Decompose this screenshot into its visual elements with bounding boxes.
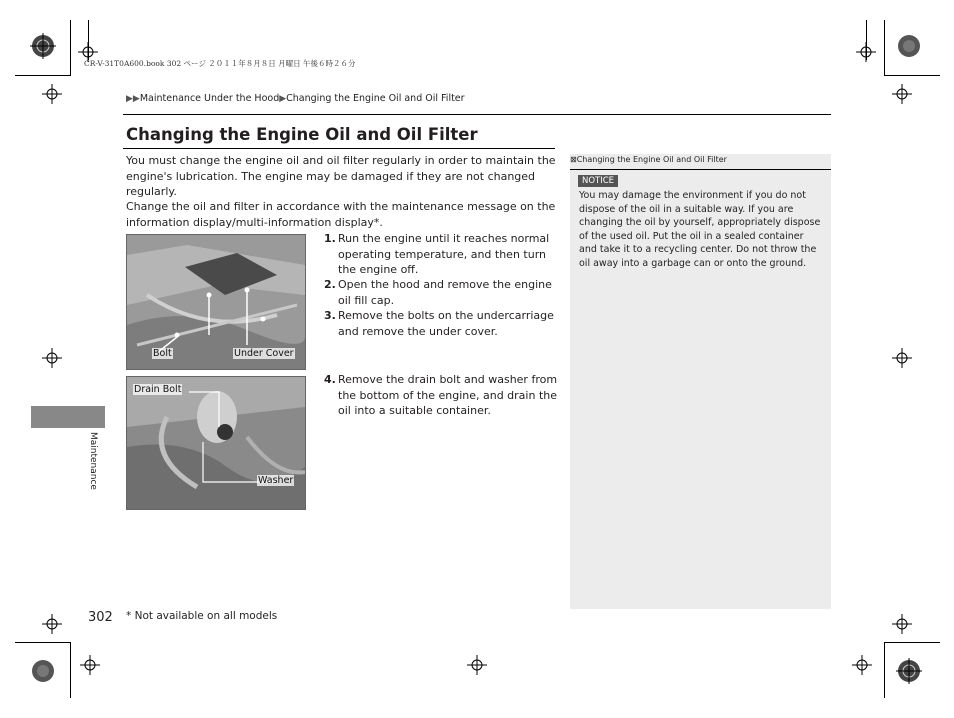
figure-label-bolt: Bolt [153,348,172,359]
crosshair-icon [42,84,62,104]
reference-icon: ⊠ [570,155,577,164]
notice-badge: NOTICE [578,175,618,187]
footnote: * Not available on all models [126,610,278,622]
step-1 [324,231,558,278]
crosshair-icon [892,614,912,634]
step-text: Remove the bolts on the undercarriage and remove the under cover. [338,309,554,338]
step-text: Remove the drain bolt and washer from the bottom of the engine, and drain the oil into a suitable container. [338,373,558,417]
page-number: 302 [88,610,113,625]
notice-text: You may damage the environment if you do not dispose of the oil in a suitable way. If you are changing the oil by yourself, appropriately dispose of the used oil. Put the oil in a sealed container and take it to a recycling center. Do not throw the oil away into a garbage can or onto the ground. [579,190,821,269]
drain-bolt-illustration [126,376,306,510]
step-number: 3. [324,309,336,322]
page-title: Changing the Engine Oil and Oil Filter [126,125,478,144]
intro-paragraph: You must change the engine oil and oil filter regularly in order to maintain the engine's lubrication. The engine may be damaged if they are not changed regularly. [126,154,556,198]
crosshair-icon [852,655,872,675]
crosshair-icon [80,655,100,675]
header-divider [123,114,831,115]
figure-label-washer: Washer [258,475,294,486]
engine-bottom-image [127,377,305,509]
figure-label-under-cover: Under Cover [234,348,294,359]
sidebar-heading-text: Changing the Engine Oil and Oil Filter [576,155,727,164]
crop-mark [884,20,885,75]
step-3 [324,308,558,339]
crop-mark [15,75,71,76]
registration-mark-icon [896,658,922,684]
crop-mark [15,642,71,643]
step-4 [324,372,558,419]
step-text: Open the hood and remove the engine oil fill cap. [338,278,552,307]
sidebar-heading [570,155,727,164]
crosshair-icon [892,348,912,368]
section-tab-label: Maintenance [88,432,98,490]
print-info: CR-V-31T0A600.book 302 ページ ２０１１年８月８日 月曜日 午後６時２６分 [84,59,356,68]
registration-mark-icon [30,33,56,59]
title-divider [123,148,555,149]
section-tab[interactable] [31,406,105,428]
step-number: 1. [324,232,336,245]
crop-mark [70,642,71,698]
intro-paragraph-2: Change the oil and filter in accordance with the maintenance message on the information display/multi-information display*. [126,200,556,229]
sidebar-divider [570,169,831,170]
crosshair-icon [42,614,62,634]
breadcrumb-arrow-icon: ▶▶ [126,94,140,104]
crosshair-icon [892,84,912,104]
crosshair-icon [467,655,487,675]
step-2 [324,277,558,308]
registration-mark-icon [896,33,922,59]
crop-mark [884,642,940,643]
breadcrumb-separator-icon: ▶ [279,94,287,104]
step-text: Run the engine until it reaches normal operating temperature, and then turn the engine off. [338,232,550,276]
figure-label-drain-bolt: Drain Bolt [134,384,182,395]
crosshair-icon [42,348,62,368]
crosshair-icon [856,42,876,62]
step-number: 4. [324,373,336,386]
crop-mark [884,642,885,698]
crop-mark [884,75,940,76]
step-number: 2. [324,278,336,291]
crop-mark [70,20,71,75]
breadcrumb-section[interactable]: Maintenance Under the Hood [139,93,280,104]
registration-mark-icon [30,658,56,684]
breadcrumb [126,93,465,104]
breadcrumb-page: Changing the Engine Oil and Oil Filter [286,93,465,104]
